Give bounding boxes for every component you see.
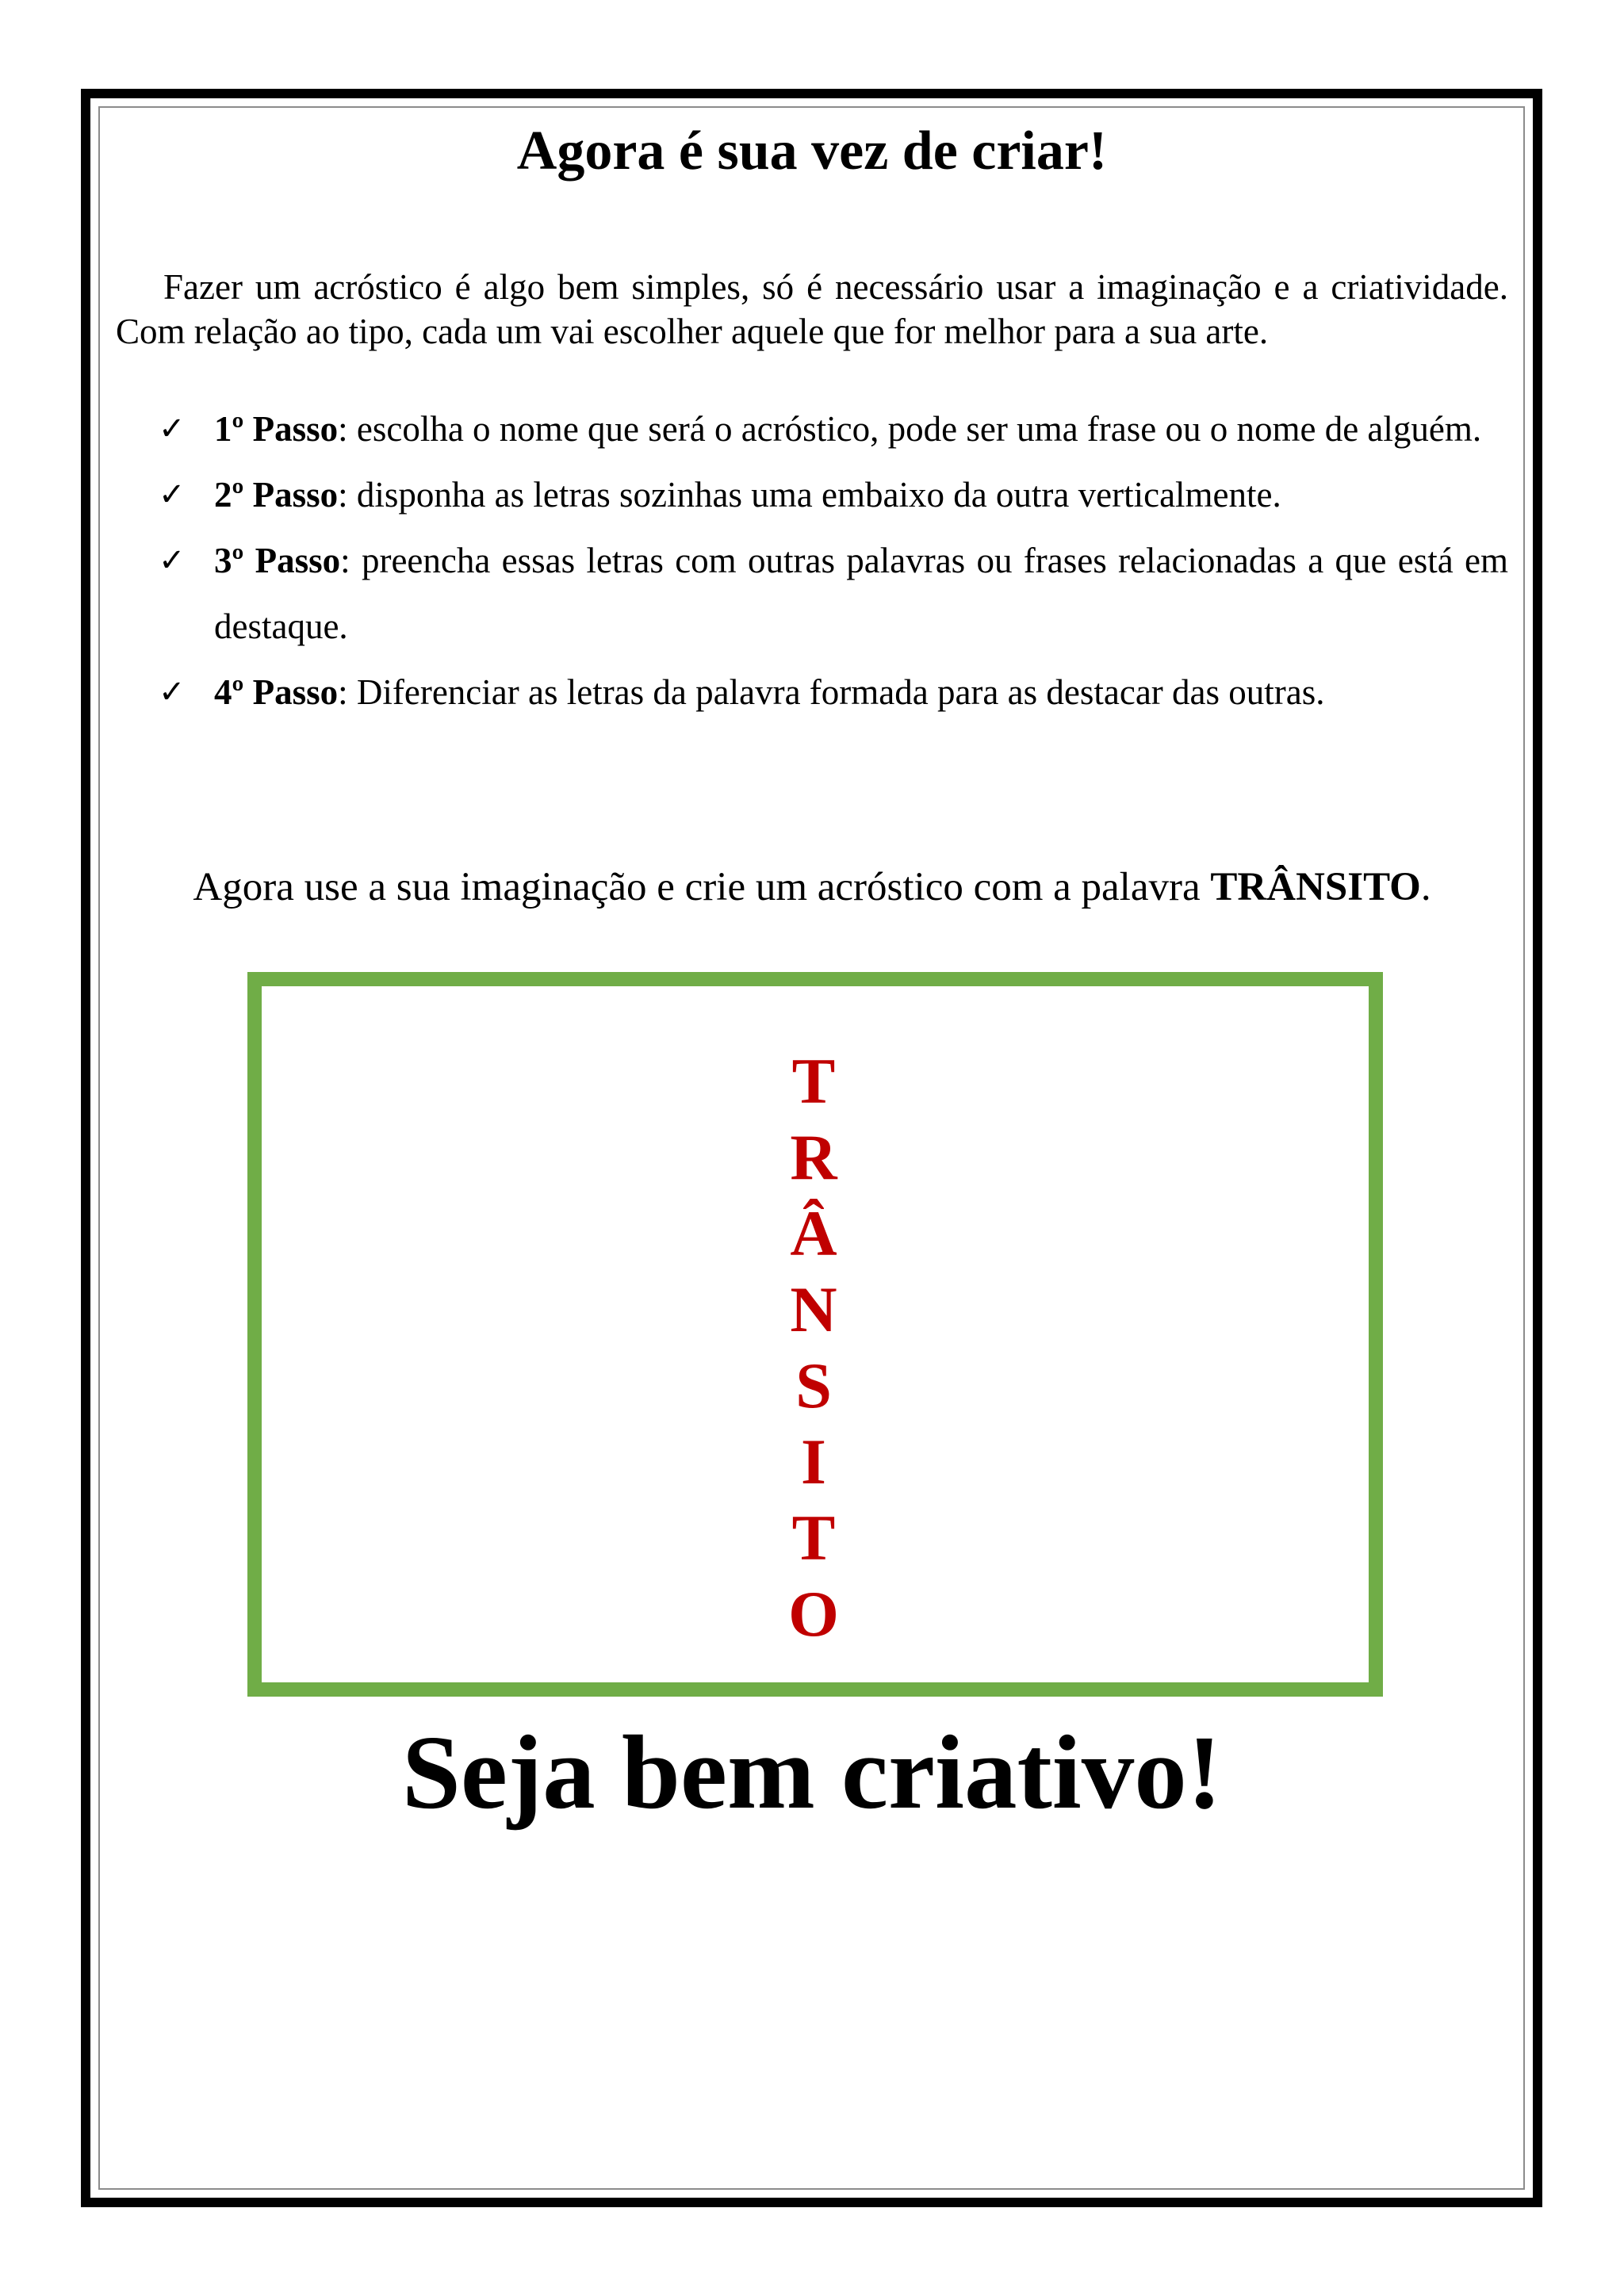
step-text: : disponha as letras sozinhas uma embaixo da outra verticalmente. <box>338 475 1281 515</box>
acrostic-letter: S <box>795 1349 832 1422</box>
acrostic-letter: Â <box>790 1197 837 1269</box>
step-label: 4º Passo <box>214 672 339 712</box>
challenge-end: . <box>1420 865 1431 909</box>
closing-message: Seja bem criativo! <box>401 1713 1223 1831</box>
step-item-3 <box>159 528 1508 660</box>
checkmark-icon: ✓ <box>159 542 186 579</box>
challenge-word: TRÂNSITO <box>1210 865 1421 909</box>
intro-paragraph: Fazer um acróstico é algo bem simples, só é necessário usar a imaginação e a criatividade. Com relação ao tipo, cada um vai escolher aquele que for melhor para a sua arte. <box>116 267 1508 351</box>
page-title: Agora é sua vez de criar! <box>516 121 1108 182</box>
acrostic-letter: R <box>790 1121 837 1193</box>
acrostic-letters <box>774 1043 853 1652</box>
acrostic-letter: T <box>791 1502 836 1574</box>
checkmark-icon: ✓ <box>159 476 186 513</box>
step-item-2 <box>159 462 1508 528</box>
step-label: 1º Passo <box>214 409 339 449</box>
acrostic-letter: N <box>790 1273 837 1345</box>
steps-list <box>159 396 1508 725</box>
challenge-text: Agora use a sua imaginação e crie um acróstico com a palavra <box>193 865 1211 909</box>
step-item-1 <box>159 396 1508 462</box>
challenge-sentence <box>0 859 1624 915</box>
step-label: 3º Passo <box>214 541 341 580</box>
checkmark-icon: ✓ <box>159 674 186 710</box>
step-text: : escolha o nome que será o acróstico, pode ser uma frase ou o nome de alguém. <box>338 409 1482 449</box>
acrostic-letter: O <box>788 1578 839 1650</box>
step-label: 2º Passo <box>214 475 339 515</box>
checkmark-icon: ✓ <box>159 411 186 447</box>
step-text: : preencha essas letras com outras palavras ou frases relacionadas a que está em destaque. <box>214 541 1508 646</box>
acrostic-letter: I <box>801 1425 826 1498</box>
step-text: : Diferenciar as letras da palavra formada para as destacar das outras. <box>338 672 1325 712</box>
step-item-4 <box>159 660 1508 725</box>
acrostic-letter: T <box>791 1045 836 1117</box>
